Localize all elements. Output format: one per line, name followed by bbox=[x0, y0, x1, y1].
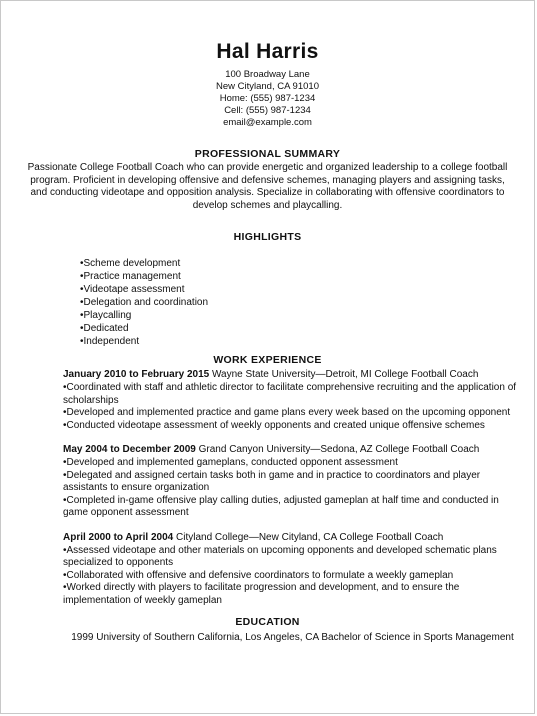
job-bullet: • Collaborated with offensive and defensive coordinators to formulate a weekly gameplan bbox=[63, 570, 518, 583]
job-header bbox=[63, 369, 518, 382]
job-bullet: • Developed and implemented practice and game plans every week based on the upcoming opponent bbox=[63, 407, 518, 420]
experience-heading: WORK EXPERIENCE bbox=[213, 354, 322, 367]
job-employer: Wayne State University—Detroit, MI College Football Coach bbox=[209, 369, 479, 381]
highlights-heading: HIGHLIGHTS bbox=[233, 231, 302, 244]
job-bullet: • Delegated and assigned certain tasks both in game and in practice to coordinators and player assistants to ensure organization bbox=[63, 470, 518, 495]
highlight-item: • Delegation and coordination bbox=[80, 296, 534, 309]
highlight-item: • Dedicated bbox=[80, 322, 534, 335]
email-address: email@example.com bbox=[223, 117, 312, 128]
job-employer: Grand Canyon University—Sedona, AZ College Football Coach bbox=[195, 444, 480, 456]
job-dates: January 2010 to February 2015 bbox=[63, 369, 210, 381]
highlight-item: • Independent bbox=[80, 335, 534, 348]
candidate-name: Hal Harris bbox=[216, 40, 319, 63]
job-dates: May 2004 to December 2009 bbox=[63, 444, 196, 456]
contact-info bbox=[1, 69, 534, 129]
summary-text: Passionate College Football Coach who can provide energetic and organized leadership to a college football program. Proficient in developing offensive and defensive schemes, managing players and assigning tasks, and conducting videotape and opposition analysis. Specialize in collaborating with offensive coordinators to develop schemes and playcalling. bbox=[27, 162, 508, 211]
job-bullet: • Developed and implemented gameplans, conducted opponent assessment bbox=[63, 457, 518, 470]
highlight-item: • Playcalling bbox=[80, 309, 534, 322]
job-bullet: • Coordinated with staff and athletic director to facilitate comprehensive recruiting and the application of scholarships bbox=[63, 382, 518, 407]
job-header bbox=[63, 444, 518, 457]
highlight-item: • Practice management bbox=[80, 270, 534, 283]
job-header bbox=[63, 532, 518, 545]
job-dates: April 2000 to April 2004 bbox=[63, 531, 174, 543]
address-line: 100 Broadway Lane bbox=[225, 69, 310, 80]
job-entry bbox=[1, 532, 534, 608]
resume-header bbox=[1, 1, 534, 129]
job-entry bbox=[1, 369, 534, 432]
job-entry bbox=[1, 444, 534, 520]
job-bullet: • Assessed videotape and other materials on upcoming opponents and developed schematic plans specialized to opponents bbox=[63, 545, 518, 570]
highlight-item: • Videotape assessment bbox=[80, 283, 534, 296]
job-bullet: • Worked directly with players to facilitate progression and development, and to ensure the implementation of weekly gameplan bbox=[63, 582, 518, 607]
job-bullet: • Completed in-game offensive play calling duties, adjusted gameplan at half time and conducted in game opponent assessment bbox=[63, 495, 518, 520]
city-line: New Cityland, CA 91010 bbox=[216, 81, 319, 92]
education-heading: EDUCATION bbox=[235, 616, 300, 629]
highlights-list bbox=[1, 257, 534, 348]
summary-heading: PROFESSIONAL SUMMARY bbox=[194, 148, 341, 160]
job-bullet: • Conducted videotape assessment of weekly opponents and created unique offensive schemes bbox=[63, 420, 518, 433]
cell-phone: Cell: (555) 987-1234 bbox=[224, 105, 311, 116]
home-phone: Home: (555) 987-1234 bbox=[219, 93, 316, 104]
job-employer: Cityland College—New Cityland, CA College Football Coach bbox=[173, 531, 444, 543]
education-text: 1999 University of Southern California, Los Angeles, CA Bachelor of Science in Sports Management bbox=[71, 632, 514, 644]
highlight-item: • Scheme development bbox=[80, 257, 534, 270]
